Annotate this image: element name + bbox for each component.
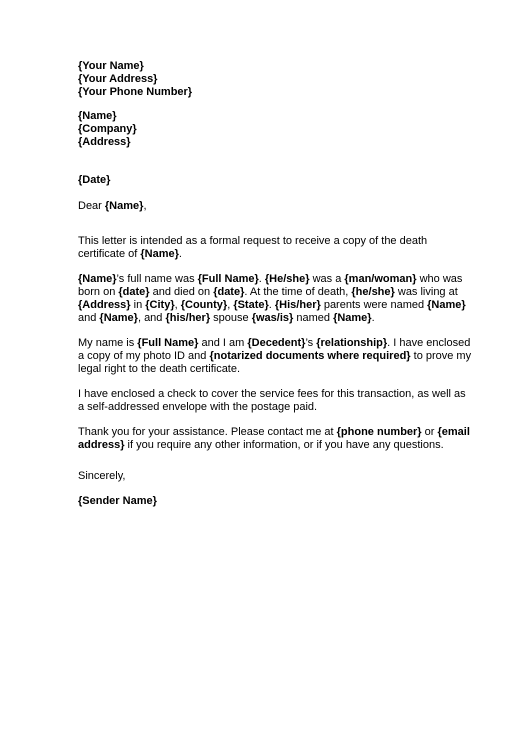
placeholder-parent-name: {Name}	[427, 299, 466, 311]
placeholder-pronoun: {He/she}	[264, 273, 310, 285]
text-run: and died on	[149, 286, 214, 298]
date-value: {Date}	[78, 174, 111, 186]
text-run: . I have enclosed	[387, 337, 471, 349]
closing	[78, 470, 458, 483]
text-run: ’s	[305, 337, 317, 349]
recipient-name: {Name}	[78, 110, 117, 122]
text-run: was a	[309, 273, 345, 285]
placeholder-phone: {phone number}	[336, 426, 422, 438]
text-run: spouse	[210, 312, 252, 324]
paragraph-line: a self-addressed envelope with the postage paid.	[78, 401, 318, 413]
sender-name: {Your Name}	[78, 60, 144, 72]
paragraph-payment	[78, 388, 466, 414]
paragraph-line: I have enclosed a check to cover the service fees for this transaction, as well as	[78, 388, 466, 400]
recipient-address: {Address}	[78, 136, 131, 148]
placeholder-name: {Name}	[140, 248, 179, 260]
text-run: . At the time of death,	[244, 286, 352, 298]
placeholder-tense: {was/is}	[251, 312, 294, 324]
text-run: in	[130, 299, 146, 311]
signature	[78, 495, 458, 508]
text-run: a copy of my photo ID and	[78, 350, 210, 362]
text-run: My name is	[78, 337, 138, 349]
placeholder-name: {Name}	[78, 273, 117, 285]
placeholder-address: {Address}	[78, 299, 131, 311]
placeholder-documents: {notarized documents where required}	[209, 350, 411, 362]
salutation	[78, 200, 458, 213]
text-run: or	[421, 426, 438, 438]
text-run: if you require any other information, or if you have any questions.	[124, 439, 444, 451]
paragraph-line: This letter is intended as a formal request to receive a copy of the death	[78, 235, 428, 247]
text-run: ,	[227, 299, 234, 311]
placeholder-gender: {man/woman}	[344, 273, 417, 285]
text-run: born on	[78, 286, 119, 298]
signature-name: {Sender Name}	[78, 495, 157, 507]
placeholder-email: {email	[437, 426, 470, 438]
text-run: parents were named	[320, 299, 428, 311]
placeholder-parent-name: {Name}	[99, 312, 138, 324]
placeholder-possessive: {His/her}	[274, 299, 321, 311]
text-run: certificate of	[78, 248, 141, 260]
text-run: , and	[137, 312, 166, 324]
text-run: Thank you for your assistance. Please contact me at	[78, 426, 337, 438]
text-run: who was	[416, 273, 463, 285]
paragraph-requester	[78, 337, 472, 376]
placeholder-county: {County}	[180, 299, 228, 311]
salutation-prefix: Dear	[78, 200, 105, 212]
placeholder-decedent: {Decedent}	[247, 337, 306, 349]
letter-body	[78, 60, 472, 508]
text-run: .	[268, 299, 275, 311]
text-run: to prove my	[410, 350, 472, 362]
placeholder-full-name: {Full Name}	[197, 273, 259, 285]
placeholder-spouse-name: {Name}	[333, 312, 372, 324]
sender-phone: {Your Phone Number}	[78, 86, 193, 98]
closing-text: Sincerely,	[78, 470, 126, 482]
placeholder-possessive: {his/her}	[165, 312, 211, 324]
salutation-suffix: ,	[143, 200, 147, 212]
placeholder-full-name: {Full Name}	[137, 337, 199, 349]
sender-address: {Your Address}	[78, 73, 158, 85]
text-run: and	[78, 312, 100, 324]
sender-block	[78, 60, 458, 99]
salutation-name: {Name}	[104, 200, 144, 212]
recipient-company: {Company}	[78, 123, 137, 135]
placeholder-email: address}	[78, 439, 125, 451]
text-run: ’s full name was	[116, 273, 198, 285]
letter-date	[78, 174, 458, 187]
placeholder-relationship: {relationship}	[316, 337, 388, 349]
placeholder-state: {State}	[233, 299, 269, 311]
placeholder-birth-date: {date}	[118, 286, 150, 298]
text-run: .	[258, 273, 265, 285]
paragraph-thanks	[78, 426, 470, 452]
placeholder-pronoun: {he/she}	[351, 286, 395, 298]
text-run: named	[293, 312, 334, 324]
paragraph-decedent-details	[78, 273, 466, 325]
text-run: and I am	[198, 337, 248, 349]
text-run: .	[178, 248, 182, 260]
recipient-block	[78, 110, 458, 149]
text-run: was living at	[394, 286, 458, 298]
paragraph-request	[78, 235, 458, 261]
paragraph-line: legal right to the death certificate.	[78, 363, 241, 375]
text-run: .	[371, 312, 375, 324]
placeholder-death-date: {date}	[213, 286, 245, 298]
text-run: ,	[174, 299, 181, 311]
placeholder-city: {City}	[145, 299, 175, 311]
